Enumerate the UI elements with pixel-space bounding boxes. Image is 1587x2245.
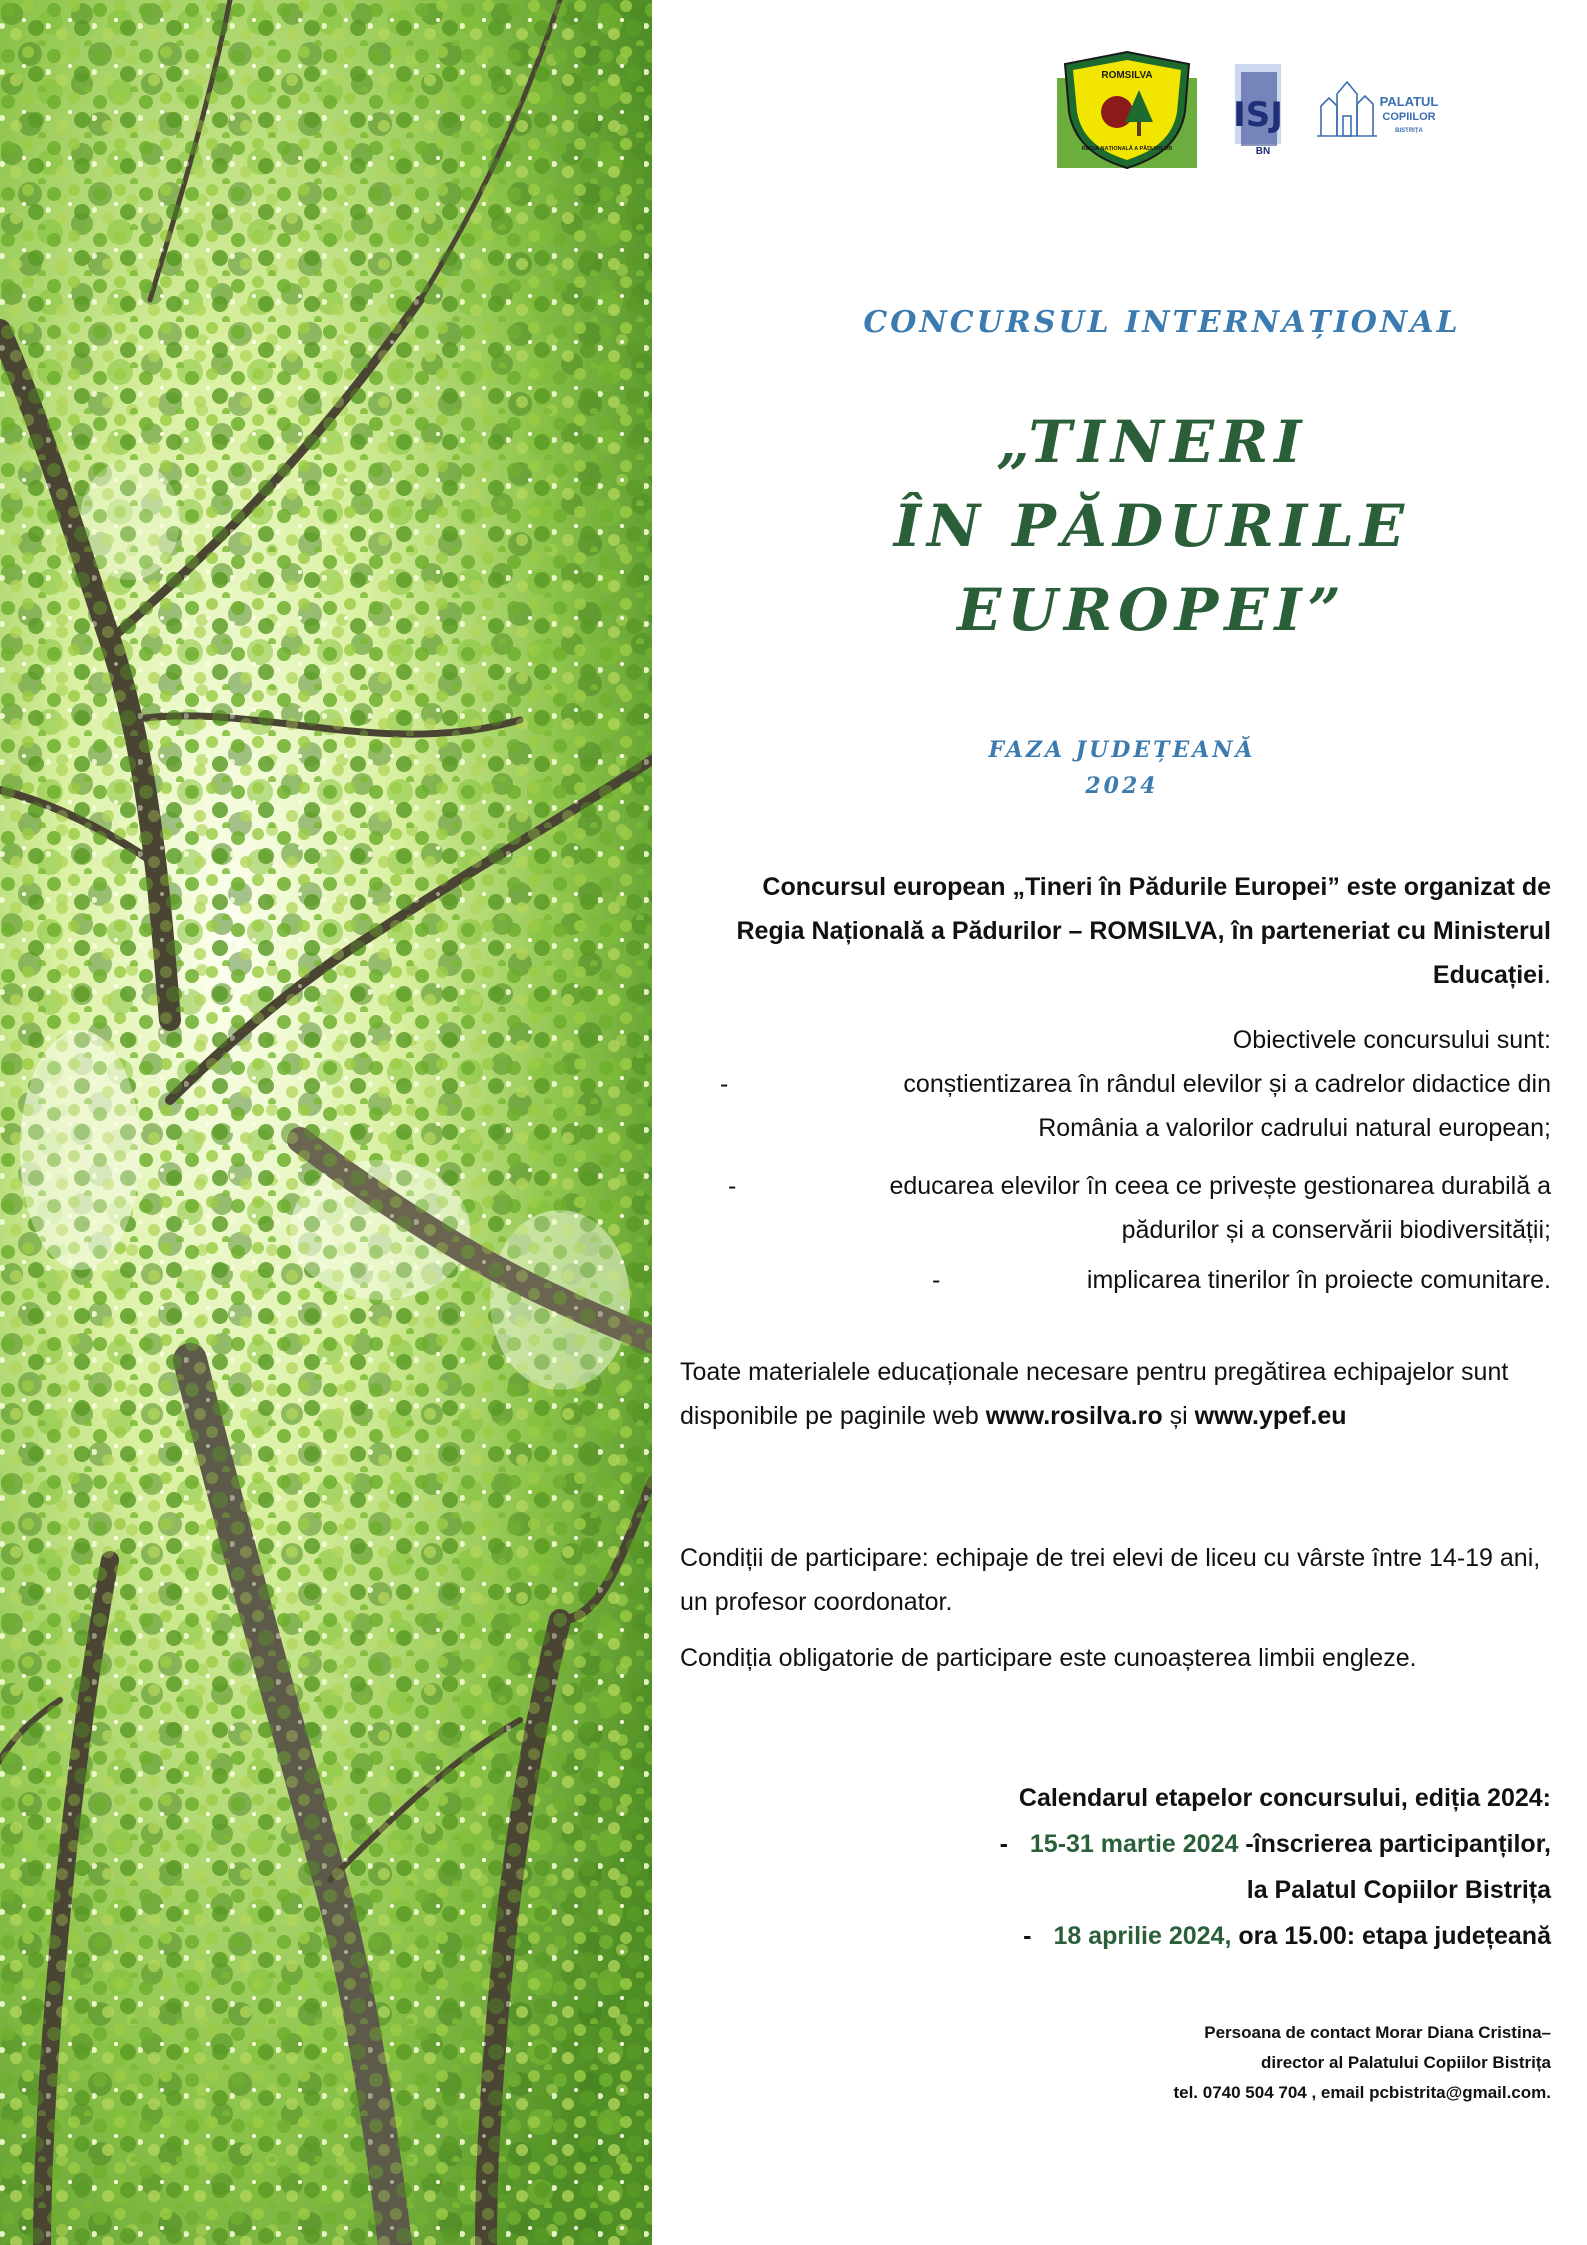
contest-phase: [762, 732, 1482, 804]
palatul-logo-line3: BISTRIȚA: [1395, 128, 1423, 134]
ypef-link[interactable]: www.ypef.eu: [1194, 1402, 1347, 1430]
materials-and: și: [1162, 1402, 1195, 1430]
objective-2-line-1: educarea elevilor în ceea ce privește gestionarea durabilă a: [889, 1172, 1551, 1200]
contact-person: Persoana de contact Morar Diana Cristina–: [1204, 2023, 1551, 2042]
objective-1-dash: -: [720, 1070, 729, 1098]
objective-1-line-2: România a valorilor cadrului natural european;: [1038, 1114, 1551, 1142]
calendar-item-2-dash: -: [1023, 1922, 1032, 1950]
calendar-item-1: [1000, 1821, 1551, 1867]
isj-logo-subtext: BN: [1255, 146, 1271, 157]
calendar-item-2-text: ora 15.00: etapa județeană: [1231, 1922, 1551, 1950]
isj-logo-text: ISJ: [1233, 95, 1283, 135]
calendar-item-2-date: 18 aprilie 2024,: [1053, 1922, 1232, 1950]
objective-1-line-1: conștientizarea în rândul elevilor și a cadrelor didactice din: [903, 1070, 1551, 1098]
phase-year: 2024: [1085, 773, 1159, 799]
materials-paragraph: [680, 1350, 1550, 1438]
palatul-copiilor-logo: [1315, 76, 1445, 146]
forest-canopy-photo: [0, 0, 652, 2245]
romsilva-logo: [1057, 50, 1197, 170]
calendar-item-1-date: 15-31 martie 2024: [1029, 1830, 1239, 1858]
calendar-heading: Calendarul etapelor concursului, ediția 2024:: [1018, 1784, 1551, 1812]
title-line-3: EUROPEI”: [957, 576, 1347, 644]
contest-type-heading: CONCURSUL INTERNAȚIONAL: [863, 305, 1461, 340]
intro-bold-text: Concursul european „Tineri în Pădurile Europei” este organizat de Regia Națională a Pădurilor – ROMSILVA, în parteneriat cu Ministerul Educației: [736, 873, 1551, 989]
title-line-1: „TINERI: [996, 408, 1308, 476]
title-line-2: ÎN PĂDURILE: [893, 492, 1411, 560]
objectives-heading: Obiectivele concursului sunt:: [1232, 1026, 1551, 1054]
palatul-logo-line1: PALATUL: [1379, 94, 1439, 109]
calendar-item-1-line-2: la Palatul Copiilor Bistrița: [1246, 1876, 1551, 1904]
objective-3-dash: -: [932, 1266, 941, 1294]
objective-2-line-2: pădurilor și a conservării biodiversității;: [1121, 1216, 1551, 1244]
calendar-item-2: [1023, 1913, 1551, 1959]
isj-logo: [1225, 60, 1291, 160]
calendar-item-1-text: -înscrierea participanților,: [1238, 1830, 1551, 1858]
romsilva-logo-subtext: REGIA NAȚIONALĂ A PĂDURILOR: [1081, 146, 1173, 152]
contact-role: director al Palatului Copiilor Bistrița: [1261, 2053, 1551, 2072]
romsilva-logo-text: ROMSILVA: [1101, 70, 1153, 81]
mandatory-condition: Condiția obligatorie de participare este cunoașterea limbii engleze.: [680, 1644, 1417, 1672]
contact-phone-email: tel. 0740 504 704 , email pcbistrita@gmail.com.: [1173, 2083, 1551, 2102]
objective-2-dash: -: [728, 1172, 737, 1200]
rosilva-link[interactable]: www.rosilva.ro: [985, 1402, 1163, 1430]
contest-title: [742, 400, 1562, 652]
phase-label: FAZA JUDEȚEANĂ: [988, 737, 1256, 763]
palatul-logo-line2: COPIILOR: [1382, 111, 1436, 123]
calendar-item-1-dash: -: [999, 1830, 1008, 1858]
poster-content: [652, 0, 1587, 2245]
conditions-paragraph: Condiții de participare: echipaje de trei elevi de liceu cu vârste între 14-19 ani, un profesor coordonator.: [680, 1544, 1541, 1616]
intro-end-dot: .: [1544, 961, 1551, 989]
objective-3-line: implicarea tinerilor în proiecte comunitare.: [1086, 1266, 1551, 1294]
intro-paragraph: [731, 865, 1551, 997]
materials-text: Toate materialele educaționale necesare pentru pregătirea echipajelor sunt disponibile pe paginile web: [680, 1358, 1509, 1430]
